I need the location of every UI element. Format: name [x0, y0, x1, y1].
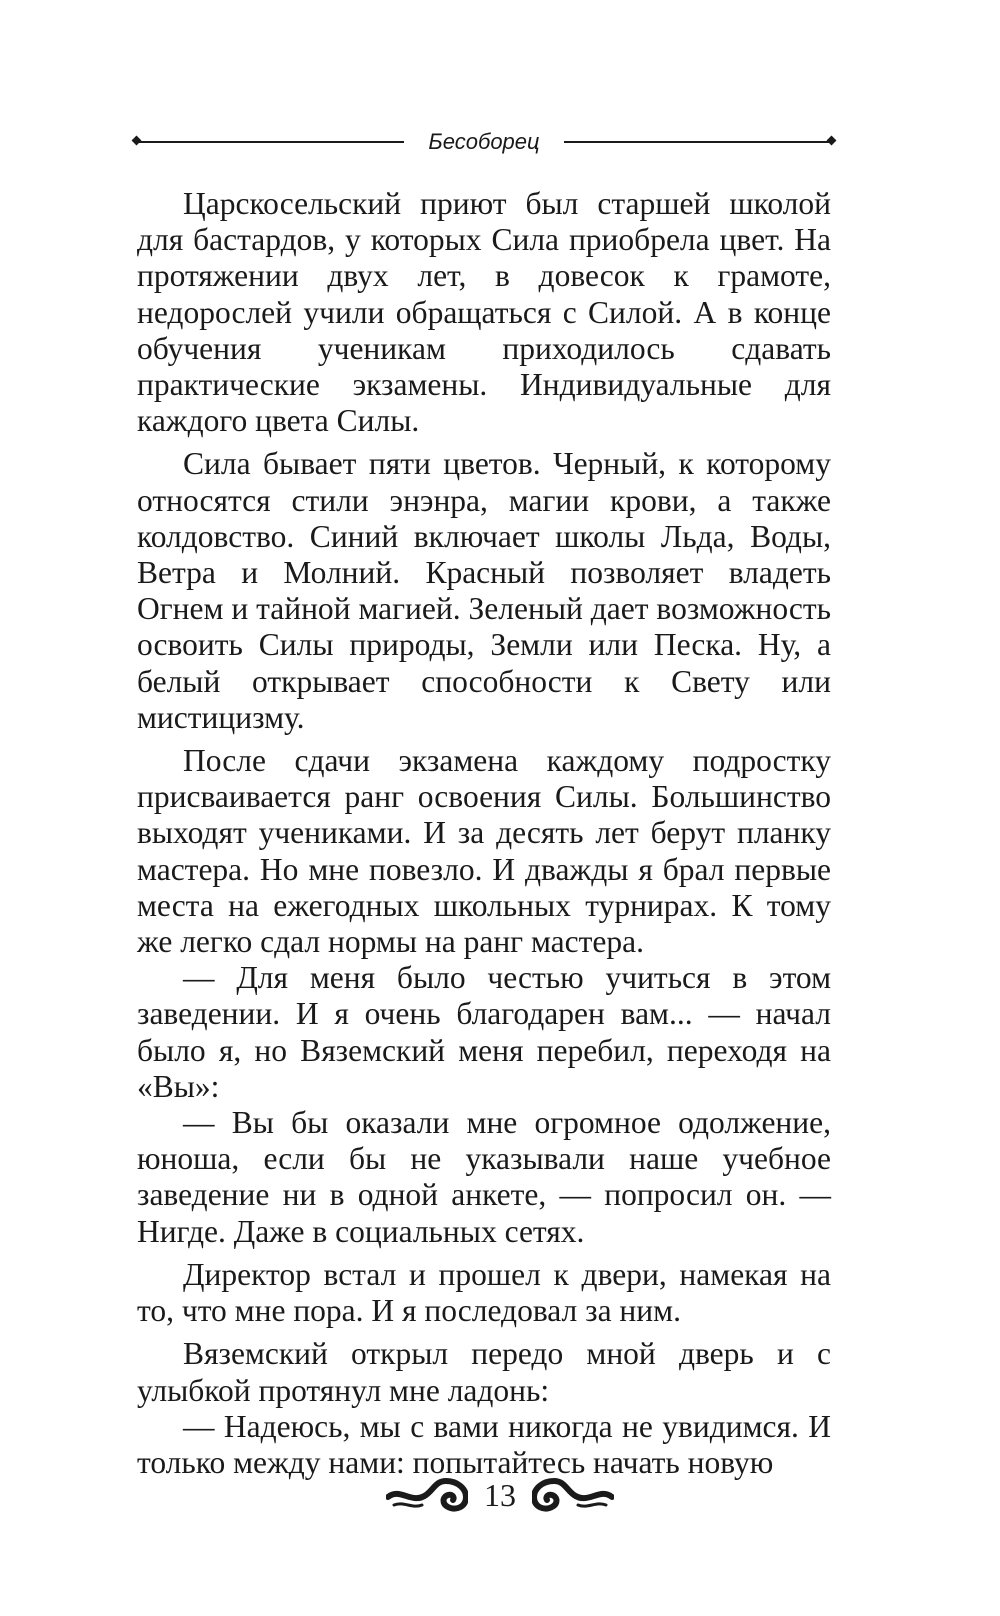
page-footer [0, 1465, 1000, 1525]
running-header [137, 122, 831, 162]
page-number: 13 [484, 1476, 516, 1513]
ornament-right-icon [532, 1475, 614, 1515]
paragraph: Директор встал и прошел к двери, намекая на то, что мне пора. И я последовал за ним. [137, 1256, 831, 1329]
body-text [137, 186, 831, 1481]
ornament-left-icon [386, 1475, 468, 1515]
paragraph: Вяземский открыл передо мной дверь и с улыбкой протянул мне ладонь: [137, 1336, 831, 1408]
paragraph: — Вы бы оказали мне огромное одолжение, юноша, если бы не указывали наше учебное заведение ни в одной анкете, — попросил он. — Нигде. Даже в социальных сетях. [137, 1105, 831, 1249]
paragraph: Сила бывает пяти цветов. Черный, к которому относятся стили энэнра, магии крови, а также колдовство. Синий включает школы Льда, Воды, Ветра и Молний. Красный позволяет владеть Огнем и тайной магией. Зеленый дает возможность освоить Силы природы, Земли или Песка. Ну, а белый открывает способности к Свету или мистицизму. [137, 446, 831, 735]
header-title: Бесоборец [428, 129, 540, 154]
header-rule-right [564, 141, 831, 143]
paragraph: — Надеюсь, мы с вами никогда не увидимся. И только между нами: попытайтесь начать новую [137, 1408, 831, 1480]
paragraph: — Для меня было честью учиться в этом заведении. И я очень благодарен вам... — начал было я, но Вяземский меня перебил, переходя на «Вы»: [137, 960, 831, 1104]
paragraph: Царскосельский приют был старшей школой для бастардов, у которых Сила приобрела цвет. На протяжении двух лет, в довесок к грамоте, недорослей учили обращаться с Силой. А в конце обучения ученикам приходилось сдавать практические экзамены. Индивидуальные для каждого цвета Силы. [137, 186, 831, 439]
paragraph: После сдачи экзамена каждому подростку присваивается ранг освоения Силы. Большинство выходят учениками. И за десять лет берут планку мастера. Но мне повезло. И дважды я брал первые места на ежегодных школьных турнирах. К тому же легко сдал нормы на ранг мастера. [137, 743, 831, 960]
header-rule-left [137, 141, 404, 143]
